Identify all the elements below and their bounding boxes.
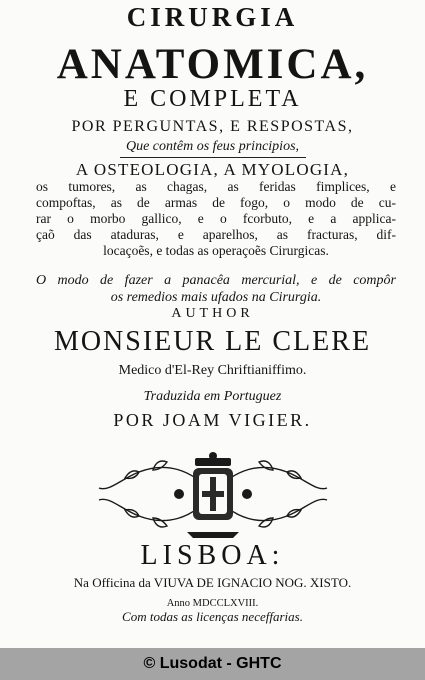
imprint-licence: Com todas as licenças neceffarias.: [122, 609, 303, 624]
title-line-completa: E COMPLETA: [123, 86, 302, 112]
imprint-year: Anno MDCCLXVIII.: [166, 598, 259, 609]
author-name: MONSIEUR LE CLERE: [53, 326, 372, 357]
copyright-footer: [0, 648, 425, 680]
subtitle-principios: Que contêm os feus principios,: [125, 139, 300, 154]
subtitle-perguntas: POR PERGUNTAS, E RESPOSTAS,: [71, 118, 354, 135]
panacea-line: O modo de fazer a panacêa mercurial, e de compôr: [36, 273, 396, 288]
contents-line: locaçoẽs, e todas as operaçoẽs Cirurgicas.: [103, 243, 329, 258]
contents-paragraph: [36, 179, 396, 259]
title-line-cirurgia: CIRURGIA: [126, 2, 299, 32]
contents-line: compoftas, as de armas de fogo, o modo de cu-: [36, 195, 396, 210]
panacea-paragraph: [36, 272, 396, 306]
author-label: AUTHOR: [171, 306, 254, 321]
imprint-printer: Na Officina da VIUVA DE IGNACIO NOG. XISTO.: [73, 575, 352, 590]
imprint-place: LISBOA:: [140, 540, 285, 571]
copyright-text: © Lusodat - GHTC: [143, 655, 282, 672]
contents-line: çaõ das ataduras, e aparelhos, as fracturas, dif-: [36, 227, 396, 242]
contents-line: rar o morbo gallico, e o fcorbuto, e a applica-: [36, 211, 396, 226]
divider-rule: [120, 157, 306, 158]
title-line-anatomica: ANATOMICA,: [56, 41, 369, 88]
panacea-line: os remedios mais ufados na Cirurgia.: [110, 290, 322, 305]
contents-line: os tumores, as chagas, as feridas fimplices, e: [36, 179, 396, 194]
subtitle-osteologia: A OSTEOLOGIA, A MYOLOGIA,: [75, 160, 350, 179]
translator-name: POR JOAM VIGIER.: [113, 410, 312, 430]
printers-ornament-icon: [95, 448, 331, 540]
author-title: Medico d'El-Rey Chriftianiffimo.: [118, 363, 307, 378]
translation-note: Traduzida em Portuguez: [143, 389, 282, 404]
